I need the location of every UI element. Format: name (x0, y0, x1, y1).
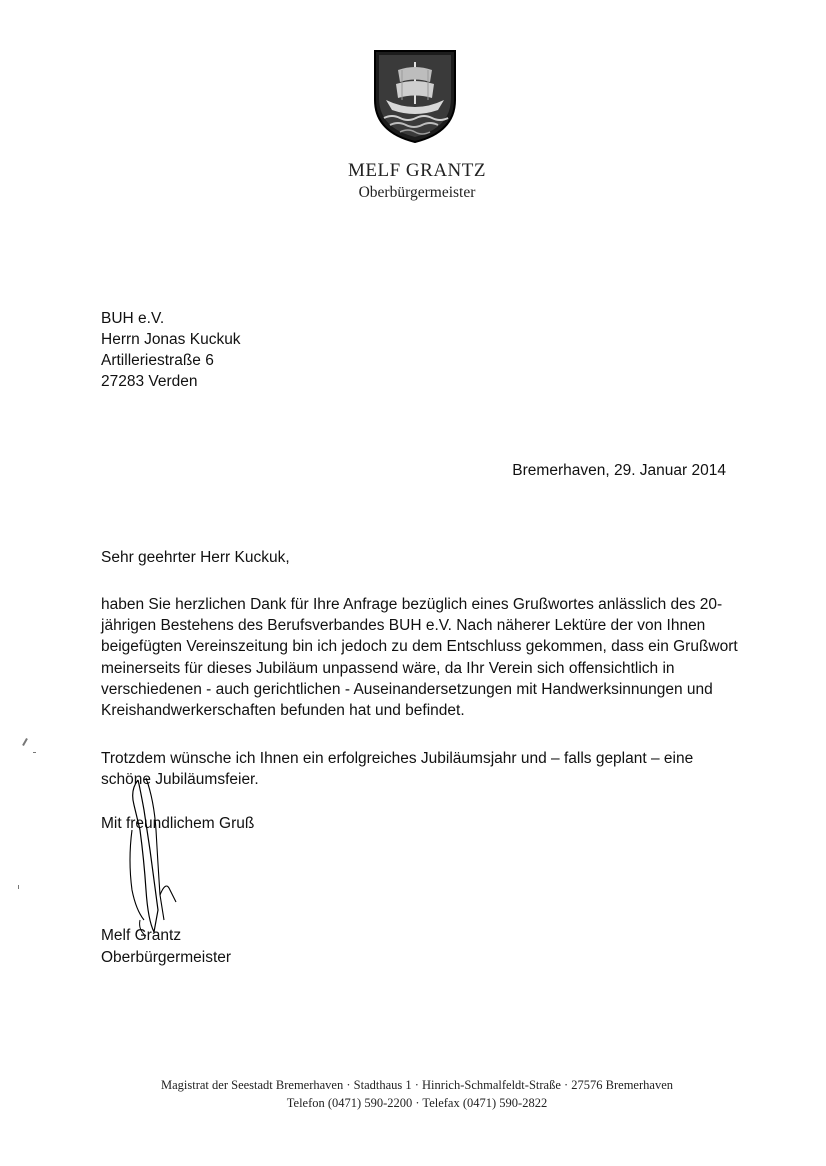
body-paragraph: haben Sie herzlichen Dank für Ihre Anfrage bezüglich eines Grußwortes anlässlich des 20-jährigen Bestehens des Berufsverbandes BUH e.V. Nach näherer Lektüre der von Ihnen beigefügten Vereinszeitung bin ich jedoch zu dem Entschluss gekommen, dass ein Grußwort meinerseits für dieses Jubiläum unpassend wäre, da Ihr Verein sich offensichtlich in verschiedenen - auch gerichtlichen - Auseinandersetzungen mit Handwerksinnungen und Kreishandwerkerschaften befunden hat und befindet. (101, 596, 738, 720)
scan-speck (33, 752, 36, 753)
letter-footer (0, 1076, 826, 1112)
recipient-line: Artilleriestraße 6 (101, 352, 214, 369)
footer-phone: Telefon (0471) 590-2200 · Telefax (0471) 590-2822 (286, 1096, 548, 1110)
recipient-line: 27283 Verden (101, 373, 198, 390)
footer-address: Magistrat der Seestadt Bremerhaven · Stadthaus 1 · Hinrich-Schmalfeldt-Straße · 27576 Bremerhaven (161, 1078, 673, 1092)
scan-speck (22, 738, 28, 746)
sender-name: MELF GRANTZ (348, 160, 486, 181)
recipient-line: Herrn Jonas Kuckuk (101, 331, 241, 348)
recipient-line: BUH e.V. (101, 310, 165, 327)
closing: Mit freundlichem Gruß (101, 815, 255, 832)
scan-speck (18, 885, 19, 889)
recipient-address (101, 308, 241, 392)
body-paragraph: Trotzdem wünsche ich Ihnen ein erfolgreiches Jubiläumsjahr und – falls geplant – eine schöne Jubiläumsfeier. (101, 750, 694, 789)
letter-date: Bremerhaven, 29. Januar 2014 (512, 462, 726, 479)
signer-block (101, 925, 231, 969)
coat-of-arms-icon (372, 48, 458, 144)
signer-title: Oberbürgermeister (101, 949, 232, 966)
signer-name: Melf Grantz (101, 927, 182, 944)
handwritten-signature (110, 770, 200, 940)
salutation: Sehr geehrter Herr Kuckuk, (101, 549, 290, 566)
sender-title: Oberbürgermeister (358, 184, 476, 201)
